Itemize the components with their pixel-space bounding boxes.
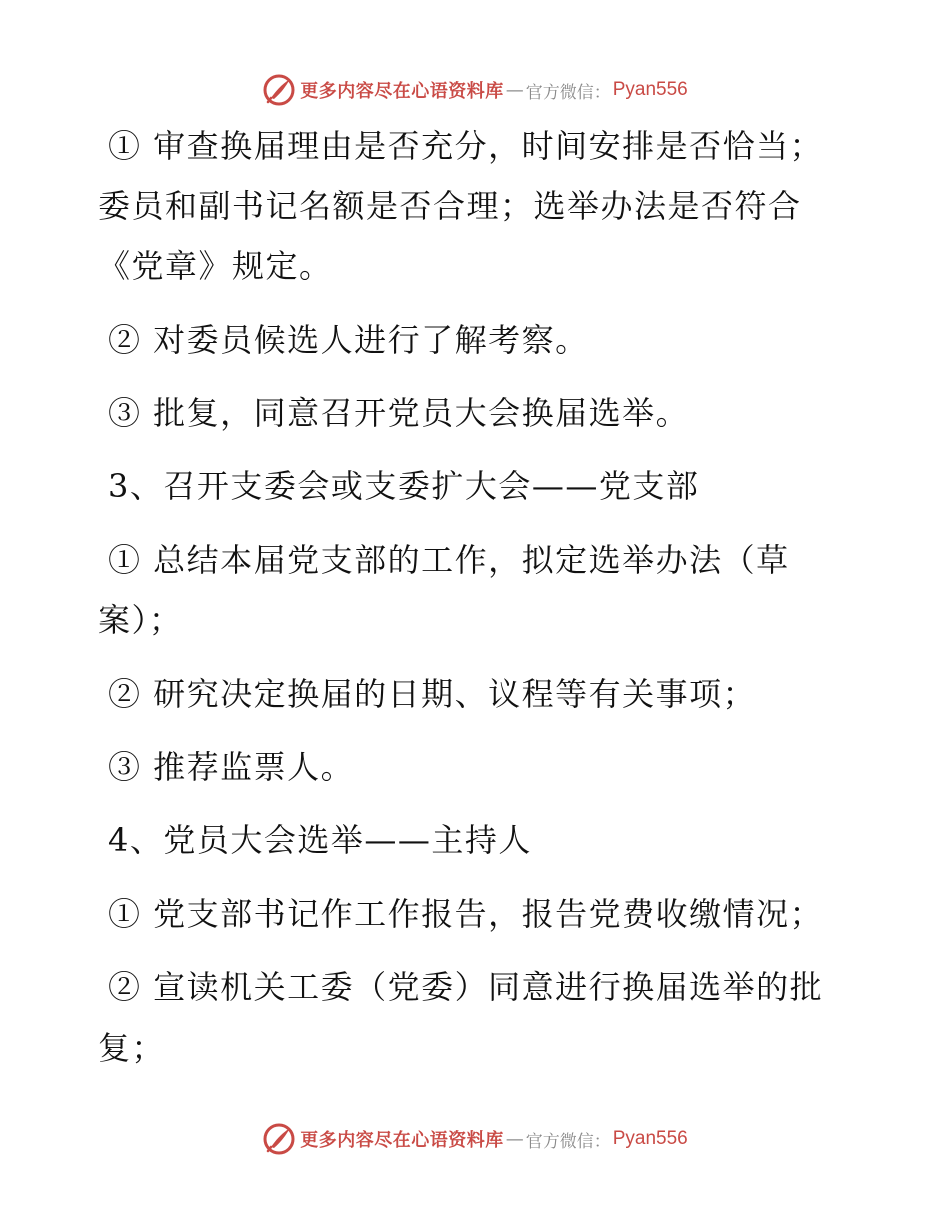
text-line: ② 对委员候选人进行了解考察。 <box>108 321 589 359</box>
text-line: ② 研究决定换届的日期、议程等有关事项； <box>108 675 757 713</box>
watermark-wechat-id: Pyan556 <box>612 79 688 100</box>
text-line: ③ 批复，同意召开党员大会换届选举。 <box>108 394 690 432</box>
text-line: ② 宣读机关工委（党委）同意进行换届选举的批 <box>108 968 824 1006</box>
text-line: ① 党支部书记作工作报告，报告党费收缴情况； <box>108 895 824 933</box>
text-line: 《党章》规定。 <box>98 247 333 285</box>
section-heading: 4、党员大会选举——主持人 <box>108 821 532 859</box>
watermark-label: 官方微信： <box>525 82 611 103</box>
quill-logo-icon <box>262 73 296 107</box>
text-line: ① 总结本届党支部的工作，拟定选举办法（草 <box>108 541 790 579</box>
watermark-dash: — <box>505 79 524 101</box>
quill-logo-icon <box>262 1122 296 1156</box>
watermark-label: 官方微信： <box>525 1131 611 1152</box>
text-line: ① 审查换届理由是否充分，时间安排是否恰当； <box>108 127 824 165</box>
section-heading: 3、召开支委会或支委扩大会——党支部 <box>108 467 700 505</box>
watermark-wechat-id: Pyan556 <box>612 1128 688 1149</box>
text-line: 案）； <box>98 601 183 639</box>
text-line: ③ 推荐监票人。 <box>108 748 355 786</box>
watermark-dash: — <box>505 1128 524 1150</box>
watermark-text: 更多内容尽在心语资料库 <box>300 81 504 102</box>
text-line: 复； <box>98 1029 166 1067</box>
footer-watermark <box>0 1121 950 1157</box>
watermark-text: 更多内容尽在心语资料库 <box>300 1130 504 1151</box>
header-watermark <box>0 72 950 108</box>
text-line: 委员和副书记名额是否合理；选举办法是否符合 <box>98 187 802 225</box>
